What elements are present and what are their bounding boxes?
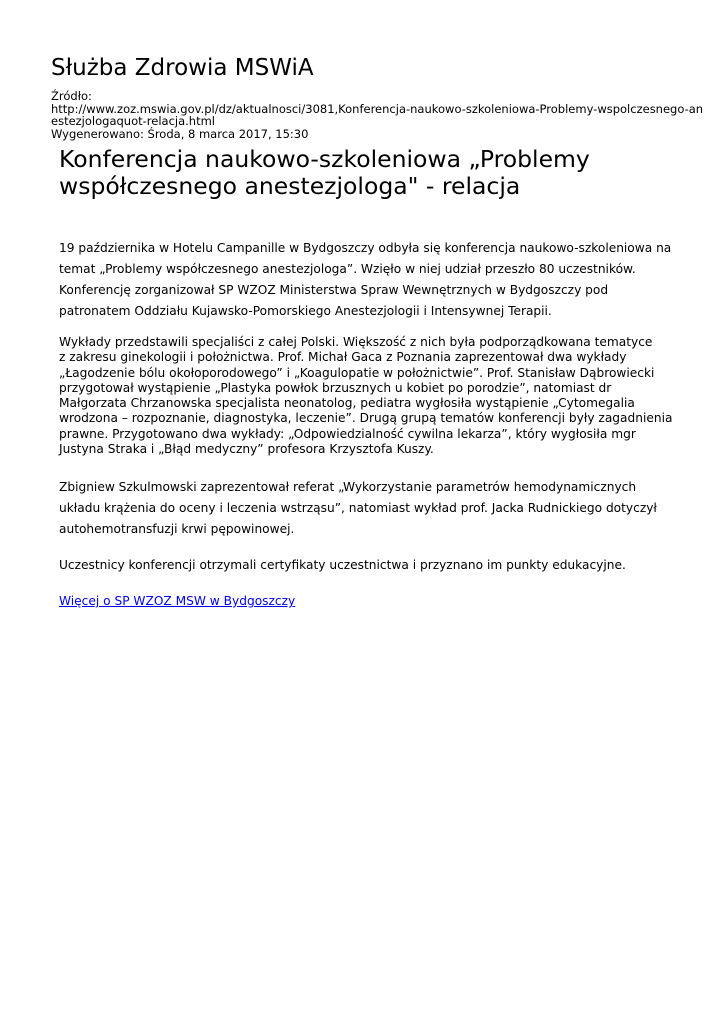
paragraph-line: Wykłady przedstawili specjaliści z całej Polski. Większość z nich była podporządkowana tematyce — [59, 335, 653, 349]
source-url-line: http://www.zoz.mswia.gov.pl/dz/aktualnosci/3081,Konferencja-naukowo-szkoleniowa-Problemy-wspolczesnego-an — [51, 101, 704, 116]
article-title-line: współczesnego anestezjologa" - relacja — [59, 172, 521, 200]
generated-date: Wygenerowano: Środa, 8 marca 2017, 15:30 — [51, 126, 309, 141]
paragraph-line: patronatem Oddziału Kujawsko-Pomorskiego Anestezjologii i Intensywnej Terapii. — [59, 304, 552, 318]
paragraph-line: Małgorzata Chrzanowska specjalista neonatolog, pediatra wygłosiła wystąpienie „Cytomegalia — [59, 396, 635, 411]
more-about-link[interactable]: Więcej o SP WZOZ MSW w Bydgoszczy — [59, 594, 296, 608]
paragraph-line: układu krążenia do oceny i leczenia wstrząsu”, natomiast wykład prof. Jacka Rudnickiego dotyczył — [59, 501, 657, 515]
paragraph-line: Zbigniew Szkulmowski zaprezentował referat „Wykorzystanie parametrów hemodynamicznych — [59, 480, 637, 494]
paragraph-line: Justyna Straka i „Błąd medyczny” profesora Krzysztofa Kuszy. — [59, 442, 434, 457]
paragraph-line: wrodzona – rozpoznanie, diagnostyka, leczenie”. Drugą grupą tematów konferencji były zagadnienia — [59, 411, 673, 426]
article-paragraph — [59, 555, 679, 576]
article-title — [59, 146, 679, 200]
source-meta — [51, 89, 704, 141]
paragraph-line: autohemotransfuzji krwi pępowinowej. — [59, 522, 295, 536]
paragraph-line: Uczestnicy konferencji otrzymali certyfikaty uczestnictwa i przyznano im punkty edukacyjne. — [59, 558, 626, 572]
paragraph-line: „Łagodzenie bólu okołoporodowego” i „Koagulopatie w położnictwie”. Prof. Stanisław Dąbrowiecki — [59, 365, 655, 380]
article-paragraph — [59, 238, 679, 322]
paragraph-line: przygotował wystąpienie „Plastyka powłok brzusznych u kobiet po porodzie”, natomiast dr — [59, 380, 612, 395]
source-url-line: estezjologaquot-relacja.html — [51, 114, 215, 128]
article-paragraph — [59, 477, 679, 540]
paragraph-line: temat „Problemy współczesnego anestezjologa”. Wzięło w niej udział przeszło 80 uczestników. — [59, 262, 636, 276]
paragraph-line: 19 października w Hotelu Campanille w Bydgoszczy odbyła się konferencja naukowo-szkoleniowa na — [59, 241, 672, 255]
site-title: Służba Zdrowia MSWiA — [51, 55, 314, 81]
paragraph-line: prawne. Przygotowano dwa wykłady: „Odpowiedzialność cywilna lekarza”, który wygłosiła mgr — [59, 426, 636, 441]
paragraph-line: Konferencję zorganizował SP WZOZ Ministerstwa Spraw Wewnętrznych w Bydgoszczy pod — [59, 283, 609, 297]
source-label: Źródło: — [51, 89, 92, 103]
article-title-line: Konferencja naukowo-szkoleniowa „Problemy — [59, 145, 590, 173]
paragraph-line: z zakresu ginekologii i położnictwa. Prof. Michał Gaca z Poznania zaprezentował dwa wykłady — [59, 350, 627, 365]
article-paragraph — [59, 335, 679, 457]
